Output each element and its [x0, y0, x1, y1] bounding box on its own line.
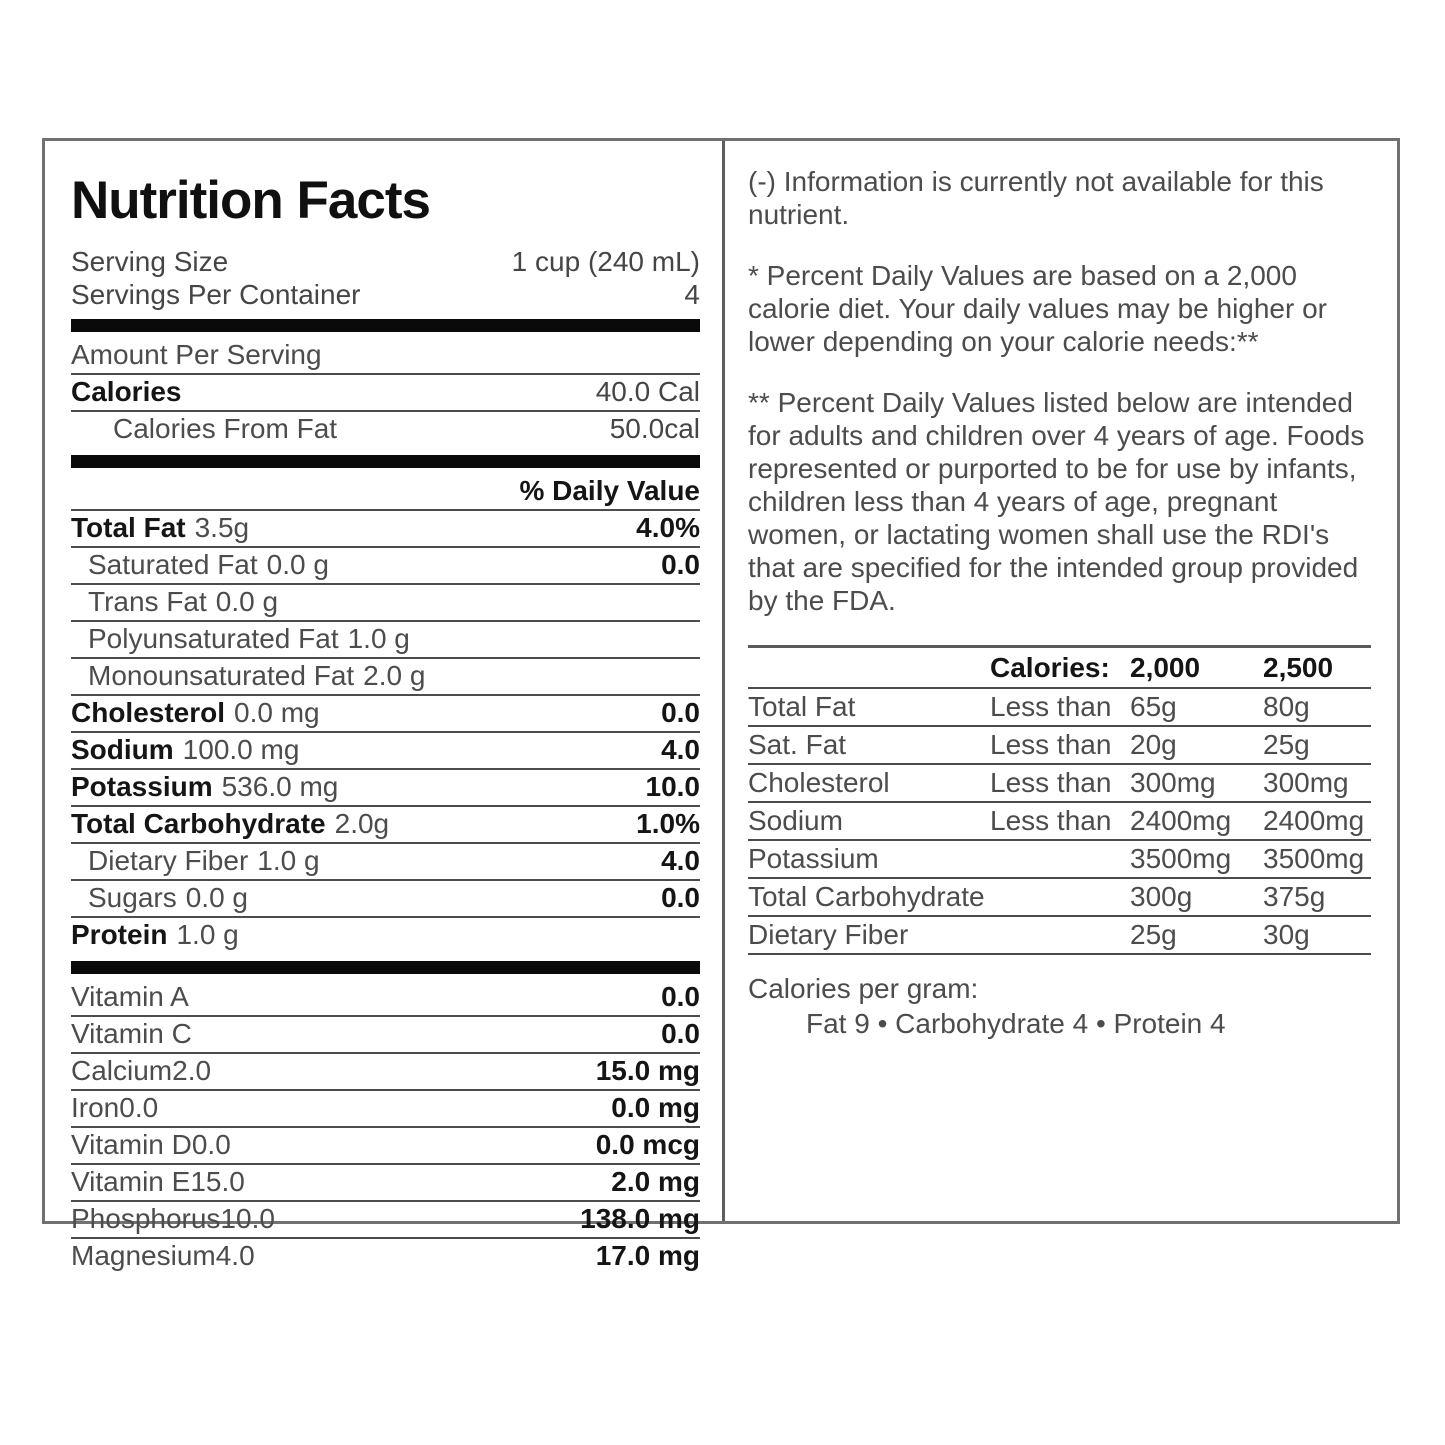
nutrient-row: [71, 585, 700, 622]
reference-header-2000: 2,000: [1130, 652, 1201, 683]
nutrient-label: Monounsaturated Fat: [88, 660, 355, 691]
reference-value-2500: 25g: [1263, 729, 1310, 760]
micronutrient-label: Phosphorus10.0: [71, 1203, 275, 1234]
micronutrient-label: Vitamin D0.0: [71, 1129, 231, 1160]
reference-value-2000: 3500mg: [1130, 843, 1232, 874]
nutrient-amount: 2.0g: [334, 808, 390, 839]
micronutrient-row: [71, 1017, 700, 1054]
nutrient-row: [71, 770, 700, 807]
daily-value-header: % Daily Value: [71, 474, 700, 511]
nutrient-row: [71, 548, 700, 585]
calories-per-gram-title: Calories per gram:: [748, 973, 979, 1004]
micronutrient-label: Vitamin C: [71, 1018, 192, 1049]
nutrient-dv: 0.0: [661, 549, 700, 580]
nutrient-amount: 0.0 g: [185, 882, 248, 913]
thick-divider: [71, 961, 700, 974]
micronutrient-row: [71, 1239, 700, 1274]
nutrient-row: [71, 844, 700, 881]
amount-per-serving-label: Amount Per Serving: [71, 339, 322, 370]
nutrient-amount: 536.0 mg: [221, 771, 339, 802]
micronutrient-row: [71, 1054, 700, 1091]
nutrient-label: Cholesterol: [71, 697, 226, 728]
thick-divider: [71, 455, 700, 468]
calories-per-gram-detail: Fat 9 • Carbohydrate 4 • Protein 4: [806, 1008, 1226, 1039]
rdi-note: ** Percent Daily Values listed below are intended for adults and children over 4 years of age. Foods represented or purported to be for use by infants, children less than 4 years of age, pregnant women, or lactating women shall use the RDI's that are specified for the intended group provided by the FDA.: [748, 387, 1365, 616]
reference-row: [748, 765, 1371, 803]
reference-value-2500: 3500mg: [1263, 843, 1365, 874]
reference-value-2000: 25g: [1130, 919, 1177, 950]
nutrient-amount: 3.5g: [194, 512, 250, 543]
nutrient-amount: 1.0 g: [347, 623, 410, 654]
micronutrient-label: Iron0.0: [71, 1092, 159, 1123]
micronutrient-value: 2.0 mg: [611, 1166, 700, 1197]
reference-nutrient: Sodium: [748, 805, 843, 836]
nutrient-amount: 100.0 mg: [182, 734, 300, 765]
calories-from-fat-value: 50.0cal: [609, 413, 700, 444]
nutrient-row: [71, 807, 700, 844]
nutrient-label: Total Carbohydrate: [71, 808, 326, 839]
nutrient-amount: 0.0 g: [215, 586, 279, 617]
nutrient-label: Dietary Fiber: [88, 845, 249, 876]
reference-value-2500: 375g: [1263, 881, 1326, 912]
nutrient-dv: 0.0: [661, 697, 700, 728]
reference-value-2500: 2400mg: [1263, 805, 1365, 836]
nutrient-amount: 2.0 g: [363, 660, 426, 691]
micronutrient-value: 138.0 mg: [580, 1203, 700, 1234]
nutrient-dv: 4.0: [661, 845, 700, 876]
calories-from-fat-row: [71, 412, 700, 447]
serving-size-value: 1 cup (240 mL): [511, 246, 700, 277]
micronutrient-label: Vitamin A: [71, 981, 189, 1012]
micronutrient-value: 15.0 mg: [595, 1055, 700, 1086]
availability-note: (-) Information is currently not available for this nutrient.: [748, 166, 1324, 230]
percent-dv-note: * Percent Daily Values are based on a 2,000 calorie diet. Your daily values may be higher or lower depending on your calorie needs:**: [748, 260, 1328, 357]
serving-size-label: Serving Size: [71, 246, 229, 277]
micronutrient-row: [71, 1202, 700, 1239]
micronutrient-value: 0.0: [661, 981, 700, 1012]
micronutrient-value: 17.0 mg: [595, 1240, 700, 1271]
calories-from-fat-label: Calories From Fat: [113, 413, 338, 444]
calories-label: Calories: [71, 376, 182, 407]
micronutrient-label: Magnesium4.0: [71, 1240, 255, 1271]
reference-qualifier: Less than: [990, 767, 1112, 798]
nutrient-label: Sodium: [71, 734, 174, 765]
reference-value-2500: 30g: [1263, 919, 1310, 950]
micronutrient-row: [71, 980, 700, 1017]
nutrition-facts-label: [42, 138, 1400, 1271]
reference-value-2000: 2400mg: [1130, 805, 1232, 836]
amount-per-serving-row: [71, 338, 700, 375]
calories-value: 40.0 Cal: [595, 376, 700, 407]
micronutrient-value: 0.0: [661, 1018, 700, 1049]
nutrient-row: [71, 696, 700, 733]
reference-row: [748, 879, 1371, 917]
reference-nutrient: Sat. Fat: [748, 729, 847, 760]
nutrient-dv: 0.0: [661, 882, 700, 913]
nutrient-label: Potassium: [71, 771, 213, 802]
facts-panel: [45, 141, 725, 1271]
reference-value-2000: 300g: [1130, 881, 1193, 912]
reference-value-2000: 20g: [1130, 729, 1177, 760]
reference-row: [748, 689, 1371, 727]
nutrient-dv: 4.0: [661, 734, 700, 765]
reference-qualifier: Less than: [990, 729, 1112, 760]
reference-nutrient: Cholesterol: [748, 767, 890, 798]
reference-row: [748, 803, 1371, 841]
nutrient-dv: 4.0%: [636, 512, 700, 543]
reference-header-row: [748, 648, 1371, 689]
nutrient-amount: 0.0 g: [266, 549, 329, 580]
micronutrient-row: [71, 1091, 700, 1128]
micronutrient-value: 0.0 mg: [611, 1092, 700, 1123]
servings-per-container-value: 4: [684, 279, 700, 310]
servings-per-container-label: Servings Per Container: [71, 279, 361, 310]
reference-nutrient: Potassium: [748, 843, 879, 874]
reference-header-2500: 2,500: [1263, 652, 1334, 683]
reference-nutrient: Total Fat: [748, 691, 856, 722]
nutrient-row: [71, 881, 700, 918]
nutrient-label: Sugars: [88, 882, 177, 913]
reference-qualifier: Less than: [990, 805, 1112, 836]
reference-nutrient: Total Carbohydrate: [748, 881, 985, 912]
nutrient-amount: 0.0 mg: [234, 697, 320, 728]
calories-row: [71, 375, 700, 412]
nutrient-label: Trans Fat: [88, 586, 207, 617]
reference-row: [748, 917, 1371, 955]
footnotes-panel: [725, 141, 1397, 1221]
reference-value-2500: 80g: [1263, 691, 1310, 722]
nutrient-row: [71, 918, 700, 953]
nutrient-label: Protein: [71, 919, 168, 950]
reference-nutrient: Dietary Fiber: [748, 919, 909, 950]
nutrient-label: Total Fat: [71, 512, 186, 543]
nutrient-row: [71, 659, 700, 696]
serving-size-row: [71, 245, 700, 278]
calories-per-gram-block: [748, 971, 1371, 1041]
thick-divider: [71, 319, 700, 332]
nutrient-row: [71, 511, 700, 548]
nutrient-amount: 1.0 g: [176, 919, 239, 950]
reference-value-2000: 300mg: [1130, 767, 1216, 798]
nutrient-label: Polyunsaturated Fat: [88, 623, 339, 654]
micronutrient-value: 0.0 mcg: [595, 1129, 700, 1160]
reference-row: [748, 841, 1371, 879]
nutrient-label: Saturated Fat: [88, 549, 258, 580]
reference-value-2500: 300mg: [1263, 767, 1349, 798]
reference-header-calories: Calories:: [990, 652, 1110, 683]
micronutrient-label: Calcium2.0: [71, 1055, 212, 1086]
nutrient-row: [71, 622, 700, 659]
micronutrient-row: [71, 1128, 700, 1165]
micronutrient-row: [71, 1165, 700, 1202]
page-title: Nutrition Facts: [71, 171, 430, 230]
reference-row: [748, 727, 1371, 765]
nutrient-dv: 10.0: [645, 771, 700, 802]
reference-value-2000: 65g: [1130, 691, 1177, 722]
micronutrient-label: Vitamin E15.0: [71, 1166, 245, 1197]
nutrient-dv: 1.0%: [636, 808, 700, 839]
daily-values-reference-table: [748, 645, 1371, 955]
nutrient-amount: 1.0 g: [257, 845, 320, 876]
nutrient-row: [71, 733, 700, 770]
reference-qualifier: Less than: [990, 691, 1112, 722]
servings-per-container-row: [71, 278, 700, 311]
